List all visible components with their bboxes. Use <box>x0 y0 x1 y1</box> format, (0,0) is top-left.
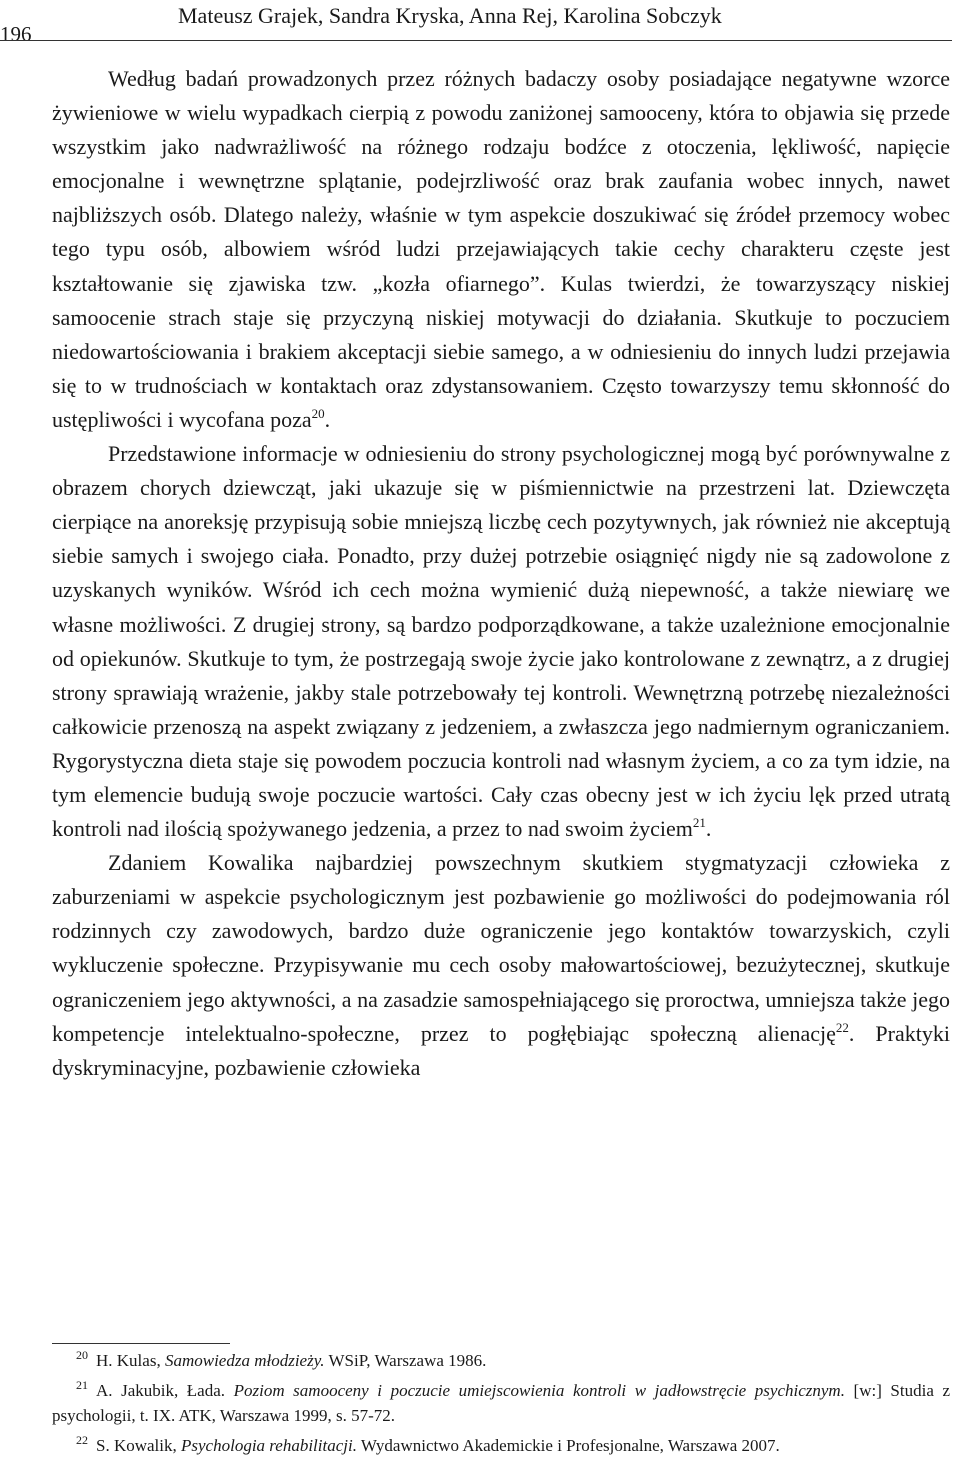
footnote-rule <box>52 1343 230 1344</box>
paragraph-text: . <box>324 406 331 432</box>
main-text <box>52 62 950 1085</box>
footnote-title: Poziom samooceny i poczucie umiejscowienia kontroli w jadłowstręcie psychicznym. <box>233 1381 845 1400</box>
paragraph <box>52 437 950 846</box>
footnote-text: Wydawnictwo Akademickie i Profesjonalne, Warszawa 2007. <box>356 1436 780 1455</box>
footnote-number: 22 <box>76 1433 88 1447</box>
paragraph <box>52 846 950 1085</box>
footnote-title: Samowiedza młodzieży. <box>164 1351 325 1370</box>
footnote-text: A. Jakubik, Łada. <box>96 1381 234 1400</box>
paragraph-text: . <box>705 816 712 842</box>
paragraph-text: Przedstawione informacje w odniesieniu do strony psychologicznej mogą być porównywalne z obrazem chorych dziewcząt, jaki ukazuje się w piśmiennictwie na przestrzeni lat. Dziewczęta cierpiące na anoreksję przypisują sobie mniejszą liczbę cech pozytywnych, jak również nie akceptują siebie samych i swojego ciała. Ponadto, przy dużej potrzebie osiągnięć nigdy nie są zadowolone z uzyskanych wyników. Wśród ich cech można wymienić dużą niepewność, a także niewiarę we własne możliwości. Z drugiej strony, są bardzo podporządkowane, a także uzależnione emocjonalnie od opiekunów. Skutkuje to tym, że postrzegają swoje życie jako kontrolowane z zewnątrz, a z drugiej strony sprawiają wrażenie, jakby stale potrzebowały tej kontroli. Wewnętrzną potrzebę niezależności całkowicie przenoszą na aspekt związany z jedzeniem, a zwłaszcza jego nadmiernym ograniczaniem. Rygorystyczna dieta staje się powodem poczucia kontroli nad własnym życiem, a co za tym idzie, na tym elemencie budują swoje poczucie wartości. Cały czas obecny jest w ich życiu lęk przed utratą kontroli nad ilością spożywanego jedzenia, a przez to nad swoim życiem <box>52 441 950 842</box>
footnote-reference: 22 <box>835 1019 849 1035</box>
paragraph-text: . Praktyki dyskryminacyjne, pozbawienie człowieka <box>52 1020 950 1080</box>
footnote-number: 20 <box>76 1348 88 1362</box>
paragraph <box>52 62 950 437</box>
footnote <box>52 1378 950 1428</box>
footnote-reference: 20 <box>311 405 325 421</box>
footnote-text: WSiP, Warszawa 1986. <box>324 1351 487 1370</box>
page-number: 196 <box>0 22 32 46</box>
page-header <box>0 0 960 56</box>
footnote <box>52 1433 950 1458</box>
footnote-reference: 21 <box>692 815 706 831</box>
footnote-text: [w:] Studia z psychologii, t. IX. ATK, Warszawa 1999, s. 57-72. <box>52 1381 950 1425</box>
footnote-text: H. Kulas, <box>96 1351 165 1370</box>
header-rule <box>0 40 952 41</box>
footnote-title: Psychologia rehabilitacji. <box>181 1436 357 1455</box>
footnote <box>52 1348 950 1373</box>
footnote-number: 21 <box>76 1378 88 1392</box>
footnotes <box>52 1348 950 1463</box>
footnote-text: S. Kowalik, <box>96 1436 181 1455</box>
running-head-authors: Mateusz Grajek, Sandra Kryska, Anna Rej, Karolina Sobczyk <box>178 3 722 28</box>
paragraph-text: Według badań prowadzonych przez różnych badaczy osoby posiadające negatywne wzorce żywieniowe w wielu wypadkach cierpią z powodu zaniżonej samooceny, która to objawia się przede wszystkim jako nadwrażliwość na różnego rodzaju bodźce z otoczenia, lękliwość, napięcie emocjonalne i wewnętrzne splątanie, podejrzliwość oraz brak zaufania wobec innych, nawet najbliższych osób. Dlatego należy, właśnie w tym aspekcie doszukiwać się źródeł przemocy wobec tego typu osób, albowiem wśród ludzi przejawiających takie cechy charakteru częste jest kształtowanie się zjawiska tzw. „kozła ofiarnego”. Kulas twierdzi, że towarzyszący niskiej samoocenie strach staje się przyczyną niskiej motywacji do działania. Skutkuje to poczuciem niedowartościowania i brakiem akceptacji siebie samego, a w odniesieniu do innych ludzi przejawia się to w trudnościach w kontaktach oraz zdystansowaniem. Często towarzyszy temu skłonność do ustępliwości i wycofana poza <box>52 66 950 432</box>
paragraph-text: Zdaniem Kowalika najbardziej powszechnym skutkiem stygmatyzacji człowieka z zaburzeniami w aspekcie psychologicznym jest pozbawienie go możliwości do podejmowania ról rodzinnych czy zawodowych, bardzo duże ograniczenie jego kontaktów towarzyskich, czyli wykluczenie społeczne. Przypisywanie mu cech osoby małowartościowej, bezużytecznej, skutkuje ograniczeniem jego aktywności, a na zasadzie samospełniającego się proroctwa, umniejsza także jego kompetencje intelektualno-społeczne, przez to pogłębiając społeczną alienację <box>52 850 950 1046</box>
